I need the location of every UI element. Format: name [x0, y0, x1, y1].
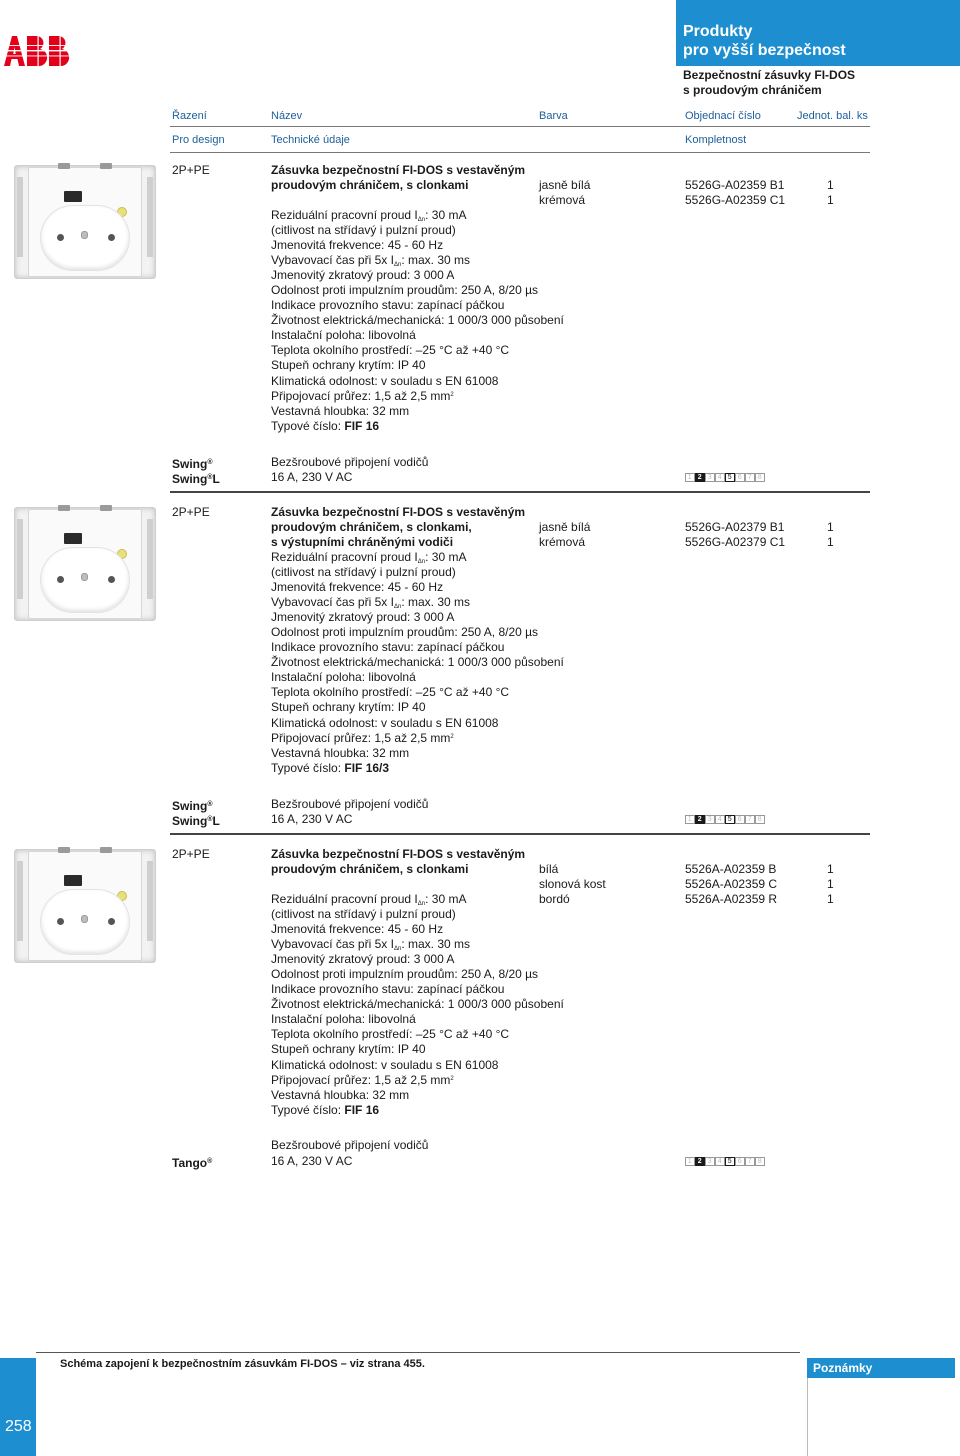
- page-number: 258: [5, 1418, 32, 1435]
- col-design: Pro design: [172, 134, 225, 146]
- abb-logo: [4, 36, 74, 66]
- completeness-indicator: 1 2 3 4 5 6 7 8: [685, 1157, 765, 1166]
- spec-short-circuit: Jmenovitý zkratový proud: 3 000 A: [271, 952, 455, 967]
- header-subtitle-line2: s proudovým chráničem: [683, 83, 822, 97]
- test-window: [64, 533, 82, 544]
- col-unit: Jednot. bal. ks: [797, 110, 868, 122]
- schema-note: Schéma zapojení k bezpečnostním zásuvkám FI-DOS – viz strana 455.: [60, 1358, 425, 1370]
- spec-lifetime: Životnost elektrická/mechanická: 1 000/3 000 působení: [271, 997, 564, 1012]
- variant-color: slonová kost: [539, 877, 606, 891]
- design-line: Swing®: [172, 799, 213, 813]
- product-name-line3: s výstupními chráněnými vodiči: [271, 535, 454, 549]
- spec-residual-current: Reziduální pracovní proud $I_{\Delta n}$: 30 mA: [271, 208, 467, 223]
- spec-temperature: Teplota okolního prostředí: –25 °C až +40 °C: [271, 685, 510, 700]
- product-name-line2: proudovým chráničem, s clonkami: [271, 862, 469, 876]
- spec-temperature: Teplota okolního prostředí: –25 °C až +40 °C: [271, 1027, 510, 1042]
- product-name-line1: Zásuvka bezpečnostní FI-DOS s vestavěným: [271, 847, 526, 861]
- header-title-box: [676, 0, 960, 66]
- page-number-bar: [0, 1358, 36, 1456]
- notes-edge: [807, 1378, 808, 1456]
- variant-qty: 1: [827, 178, 834, 192]
- product-name-line2: proudovým chráničem, s clonkami: [271, 178, 469, 192]
- design-line: Tango®: [172, 1156, 213, 1170]
- test-window: [64, 875, 82, 886]
- spec-climate: Klimatická odolnost: v souladu s EN 61008: [271, 715, 499, 730]
- variant-order-no: 5526A-A02359 B: [685, 862, 777, 876]
- variant-order-no: 5526G-A02359 B1: [685, 178, 785, 192]
- col-order: Řazení: [172, 110, 207, 122]
- rating: 16 A, 230 V AC: [271, 1154, 353, 1168]
- spec-frequency: Jmenovitá frekvence: 45 - 60 Hz: [271, 238, 444, 253]
- variant-qty: 1: [827, 862, 834, 876]
- spec-frequency: Jmenovitá frekvence: 45 - 60 Hz: [271, 922, 444, 937]
- design-line: Swing®L: [172, 472, 220, 486]
- connection-type: Bezšroubové připojení vodičů: [271, 1138, 429, 1152]
- spec-residual-current: Reziduální pracovní proud $I_{\Delta n}$: 30 mA: [271, 550, 467, 565]
- variant-order-no: 5526A-A02359 R: [685, 892, 778, 906]
- col-color: Barva: [539, 110, 568, 122]
- design-line: Swing®: [172, 457, 213, 471]
- spec-short-circuit: Jmenovitý zkratový proud: 3 000 A: [271, 268, 455, 283]
- variant-color: jasně bílá: [539, 520, 591, 534]
- product-name-line2: proudovým chráničem, s clonkami,: [271, 520, 472, 534]
- spec-sensitivity: (citlivost na střídavý i pulzní proud): [271, 223, 456, 238]
- section-divider: [170, 491, 870, 493]
- product-image-fif16-tango: [14, 847, 156, 965]
- footer-divider: [36, 1352, 800, 1353]
- product-type: 2P+PE: [172, 163, 210, 177]
- col-completeness: Kompletnost: [685, 134, 747, 146]
- spec-climate: Klimatická odolnost: v souladu s EN 61008: [271, 373, 499, 388]
- spec-cross-section: Připojovací průřez: 1,5 až 2,5 $mm^2$: [271, 730, 454, 745]
- spec-depth: Vestavná hloubka: 32 mm: [271, 1087, 410, 1102]
- col-order-no: Objednací číslo: [685, 110, 761, 122]
- variant-qty: 1: [827, 520, 834, 534]
- spec-indication: Indikace provozního stavu: zapínací páčkou: [271, 298, 505, 313]
- product-image-fif16-swing: [14, 163, 156, 281]
- spec-position: Instalační poloha: libovolná: [271, 328, 416, 343]
- header-subtitle: [683, 68, 855, 98]
- notes-label: Poznámky: [807, 1358, 955, 1378]
- spec-residual-current: Reziduální pracovní proud $I_{\Delta n}$: 30 mA: [271, 892, 467, 907]
- spec-cross-section: Připojovací průřez: 1,5 až 2,5 $mm^2$: [271, 388, 454, 403]
- completeness-indicator: 1 2 3 4 5 6 7 8: [685, 473, 765, 482]
- spec-lifetime: Životnost elektrická/mechanická: 1 000/3 000 působení: [271, 313, 564, 328]
- spec-depth: Vestavná hloubka: 32 mm: [271, 403, 410, 418]
- completeness-indicator: 1 2 3 4 5 6 7 8: [685, 815, 765, 824]
- design-line: Swing®L: [172, 814, 220, 828]
- variant-qty: 1: [827, 877, 834, 891]
- spec-short-circuit: Jmenovitý zkratový proud: 3 000 A: [271, 610, 455, 625]
- spec-ip: Stupeň ochrany krytím: IP 40: [271, 358, 426, 373]
- spec-climate: Klimatická odolnost: v souladu s EN 61008: [271, 1057, 499, 1072]
- spec-impulse: Odolnost proti impulzním proudům: 250 A, 8/20 µs: [271, 625, 539, 640]
- spec-impulse: Odolnost proti impulzním proudům: 250 A, 8/20 µs: [271, 967, 539, 982]
- spec-impulse: Odolnost proti impulzním proudům: 250 A, 8/20 µs: [271, 283, 539, 298]
- spec-position: Instalační poloha: libovolná: [271, 670, 416, 685]
- rating: 16 A, 230 V AC: [271, 812, 353, 826]
- test-window: [64, 191, 82, 202]
- spec-depth: Vestavná hloubka: 32 mm: [271, 745, 410, 760]
- product-type: 2P+PE: [172, 847, 210, 861]
- variant-order-no: 5526G-A02379 C1: [685, 535, 786, 549]
- header-subtitle-line1: Bezpečnostní zásuvky FI-DOS: [683, 68, 856, 82]
- variant-qty: 1: [827, 892, 834, 906]
- product-name-line1: Zásuvka bezpečnostní FI-DOS s vestavěným: [271, 505, 526, 519]
- variant-qty: 1: [827, 193, 834, 207]
- spec-indication: Indikace provozního stavu: zapínací páčkou: [271, 982, 505, 997]
- section-divider: [170, 833, 870, 835]
- spec-frequency: Jmenovitá frekvence: 45 - 60 Hz: [271, 580, 444, 595]
- variant-order-no: 5526A-A02359 C: [685, 877, 778, 891]
- connection-type: Bezšroubové připojení vodičů: [271, 797, 429, 811]
- spec-ip: Stupeň ochrany krytím: IP 40: [271, 700, 426, 715]
- variant-qty: 1: [827, 535, 834, 549]
- spec-position: Instalační poloha: libovolná: [271, 1012, 416, 1027]
- spec-list: [271, 892, 564, 1118]
- divider: [170, 152, 870, 153]
- connection-type: Bezšroubové připojení vodičů: [271, 455, 429, 469]
- variant-order-no: 5526G-A02379 B1: [685, 520, 785, 534]
- spec-type-no: Typové číslo: FIF 16/3: [271, 760, 390, 775]
- spec-sensitivity: (citlivost na střídavý i pulzní proud): [271, 907, 456, 922]
- header-title-line1: Produkty: [683, 23, 753, 40]
- rating: 16 A, 230 V AC: [271, 470, 353, 484]
- variant-order-no: 5526G-A02359 C1: [685, 193, 786, 207]
- variant-color: bílá: [539, 862, 559, 876]
- spec-trip-time: Vybavovací čas při 5x $I_{\Delta n}$: max. 30 ms: [271, 595, 470, 611]
- product-image-fif16-3-swing: [14, 505, 156, 623]
- spec-indication: Indikace provozního stavu: zapínací páčkou: [271, 640, 505, 655]
- col-name: Název: [271, 110, 303, 122]
- product-name-line1: Zásuvka bezpečnostní FI-DOS s vestavěným: [271, 163, 526, 177]
- spec-trip-time: Vybavovací čas při 5x $I_{\Delta n}$: max. 30 ms: [271, 253, 470, 269]
- variant-color: jasně bílá: [539, 178, 591, 192]
- spec-sensitivity: (citlivost na střídavý i pulzní proud): [271, 565, 456, 580]
- col-tech: Technické údaje: [271, 134, 350, 146]
- variant-color: krémová: [539, 535, 586, 549]
- variant-color: krémová: [539, 193, 586, 207]
- spec-temperature: Teplota okolního prostředí: –25 °C až +40 °C: [271, 343, 510, 358]
- spec-ip: Stupeň ochrany krytím: IP 40: [271, 1042, 426, 1057]
- spec-list: [271, 208, 564, 434]
- spec-cross-section: Připojovací průřez: 1,5 až 2,5 $mm^2$: [271, 1072, 454, 1087]
- variant-color: bordó: [539, 892, 570, 906]
- divider: [170, 126, 870, 127]
- spec-type-no: Typové číslo: FIF 16: [271, 1102, 380, 1117]
- product-type: 2P+PE: [172, 505, 210, 519]
- spec-lifetime: Životnost elektrická/mechanická: 1 000/3 000 působení: [271, 655, 564, 670]
- spec-type-no: Typové číslo: FIF 16: [271, 418, 380, 433]
- spec-list: [271, 550, 564, 776]
- header-title-line2: pro vyšší bezpečnost: [683, 42, 846, 59]
- spec-trip-time: Vybavovací čas při 5x $I_{\Delta n}$: max. 30 ms: [271, 937, 470, 953]
